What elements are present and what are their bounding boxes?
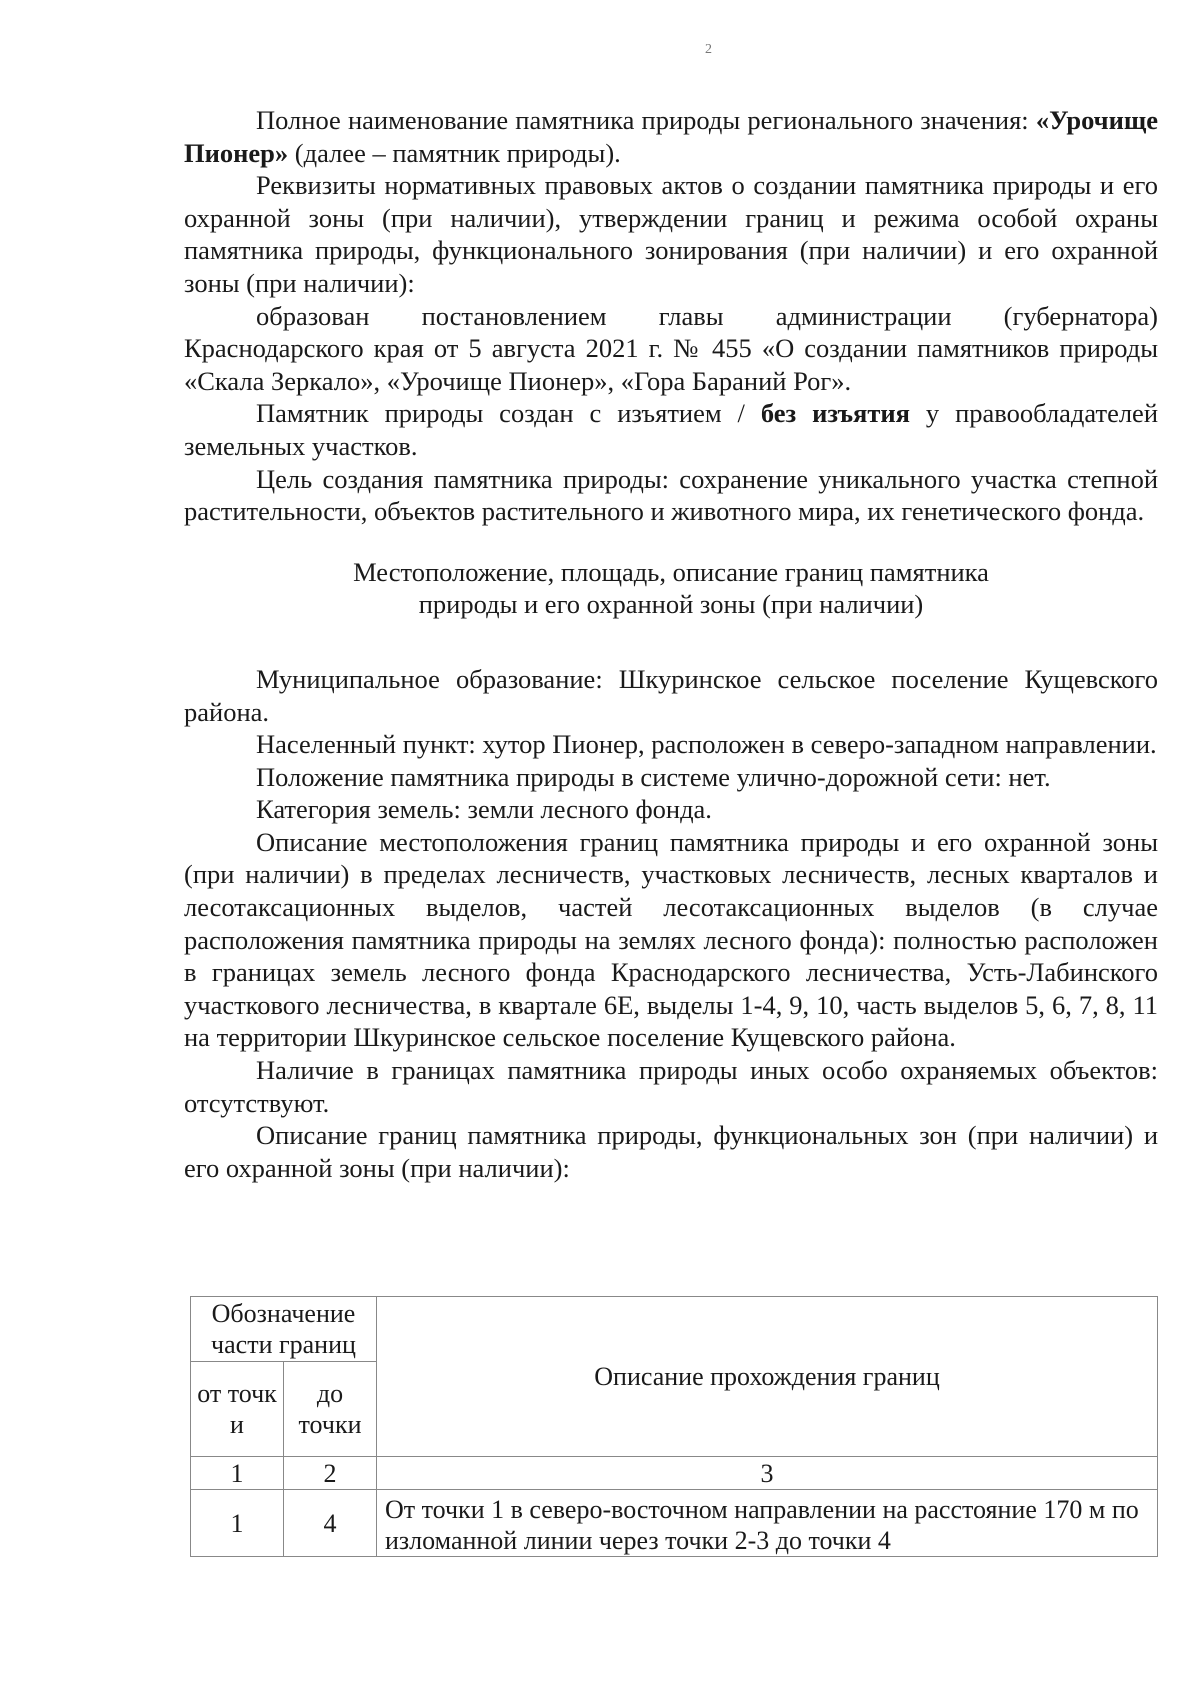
table-row <box>191 1490 1158 1557</box>
column-number-2: 2 <box>284 1457 377 1490</box>
row-from-point: 1 <box>191 1490 284 1557</box>
header-boundary-part: Обозначение части границ <box>191 1297 377 1362</box>
monument-name: «Урочище Пионер» <box>184 105 1158 168</box>
column-number-1: 1 <box>191 1457 284 1490</box>
paragraph-purpose: Цель создания памятника природы: сохранение уникального участка степной растительности, объектов растительного и животного мира, их генетического фонда. <box>184 463 1158 527</box>
paragraph-full-name: Полное наименование памятника природы регионального значения: «Урочище Пионер» (далее – памятник природы). <box>184 105 1158 168</box>
boundary-table <box>190 1296 1158 1557</box>
paragraph-other-objects: Наличие в границах памятника природы иных особо охраняемых объектов: отсутствуют. <box>184 1055 1158 1118</box>
paragraph-settlement: Населенный пункт: хутор Пионер, расположен в северо-западном направлении. <box>256 729 1157 760</box>
paragraph-road-network: Положение памятника природы в системе улично-дорожной сети: нет. <box>256 761 1051 792</box>
withdrawal-option: без изъятия <box>760 398 910 429</box>
paragraph-municipality: Муниципальное образование: Шкуринское сельское поселение Кущевского района. <box>184 663 1158 727</box>
section-heading: Местоположение, площадь, описание границ памятника природы и его охранной зоны (при наличии) <box>353 556 989 620</box>
paragraph-location-description: Описание местоположения границ памятника природы и его охранной зоны (при наличии) в пределах лесничеств, участковых лесничеств, лесных кварталов и лесотаксационных выделов, частей лесотаксационных выделов (в случае расположения памятника природы на землях лесного фонда): полностью расположен в границах земель лесного фонда Краснодарского лесничества, Усть-Лабинского участкового лесничества, в квартале 6Е, выделы 1-4, 9, 10, часть выделов 5, 6, 7, 8, 11 на территории Шкуринское сельское поселение Кущевского района. <box>184 826 1158 1053</box>
paragraph-boundary-description: Описание границ памятника природы, функциональных зон (при наличии) и его охранной зоны (при наличии): <box>184 1120 1158 1183</box>
header-from-point: от точк и <box>191 1362 284 1457</box>
page-number: 2 <box>705 42 712 57</box>
paragraph-decree: образован постановлением главы администрации (губернатора) Краснодарского края от 5 августа 2021 г. № 455 «О создании памятников природы «Скала Зеркало», «Урочище Пионер», «Гора Бараний Рог». <box>184 300 1158 396</box>
header-boundary-description: Описание прохождения границ <box>377 1297 1158 1457</box>
header-to-point: до точки <box>284 1362 377 1457</box>
row-to-point: 4 <box>284 1490 377 1557</box>
paragraph-withdrawal: Памятник природы создан с изъятием / без изъятия у правообладателей земельных участков. <box>184 398 1159 461</box>
paragraph-legal-acts: Реквизиты нормативных правовых актов о создании памятника природы и его охранной зоны (при наличии), утверждении границ и режима особой охраны памятника природы, функционального зонирования (при наличии) и его охранной зоны (при наличии): <box>184 170 1158 298</box>
row-description: От точки 1 в северо-восточном направлении на расстояние 170 м по изломанной линии через точки 2-3 до точки 4 <box>377 1490 1158 1557</box>
paragraph-land-category: Категория земель: земли лесного фонда. <box>256 794 712 825</box>
column-number-3: 3 <box>377 1457 1158 1490</box>
document-body <box>184 104 1158 1184</box>
